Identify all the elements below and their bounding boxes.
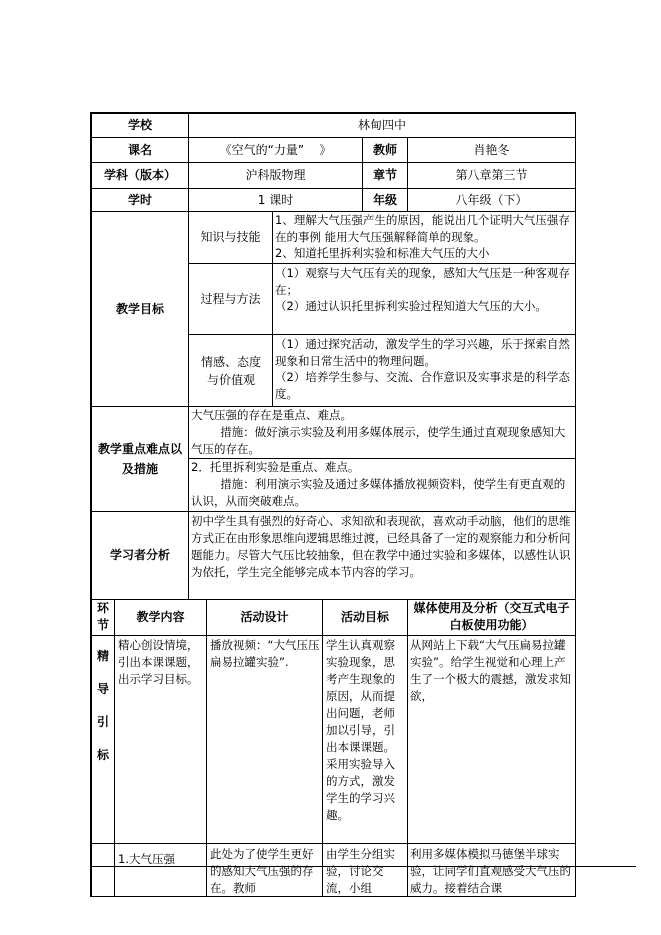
col-content-header: 教学内容: [136, 610, 185, 624]
table-border: [322, 599, 323, 896]
objectives-label: 教学目标: [115, 301, 164, 316]
process-text: （1）观察与大气压有关的现象，感知大气压是一种客观存在； （2）通过认识托里拆利实验过程知道大气压的大小。: [275, 266, 570, 313]
table-border: [206, 599, 207, 896]
key-point-1: 大气压强的存在是重点、难点。: [191, 408, 352, 422]
learner-text: 初中学生具有强烈的好奇心、求知欲和表现欲，喜欢动手动脑，他们的思维方式正在由形象思维向逻辑思维过渡，已经具备了一定的观察能力和分析问题能力。尽管大气压比较抽象，但在教学中通过实验和多媒体，以感性认识为依托，学生完全能够完成本节内容的学习。: [191, 514, 571, 579]
table-border: [90, 896, 576, 897]
table-border: [90, 635, 576, 636]
teacher-value: 肖艳冬: [473, 142, 510, 157]
hours-value: 1 课时: [257, 192, 294, 207]
row1-media: 从网站上下载“大气压扁易拉罐实验”。给学生视觉和心理上产生了一个极大的震撼，激发求知欲，: [410, 638, 571, 703]
grade-label: 年级: [372, 192, 397, 207]
row2-media: 利用多媒体模拟马德堡半球实验，让同学们直观感受大气压的威力。接着结合课: [410, 847, 571, 895]
table-border: [575, 112, 576, 897]
col-activity-header: 活动设计: [240, 610, 289, 624]
emotion-text: （1）通过探究活动，激发学生的学习兴趣，乐于探索自然现象和日常生活中的物理问题。 （2）培养学生参与、交流、合作意识及实事求是的科学态度。: [275, 337, 570, 401]
course-value: 《空气的“力量” 》: [219, 142, 332, 157]
course-label: 课名: [127, 142, 152, 157]
row2-content: 1.大气压强: [118, 852, 175, 866]
key-points-label: 教学重点难点以及措施: [97, 442, 182, 476]
key-measure-1: 措施：做好演示实验及利用多媒体展示，使学生通过直观现象感知大气压的存在。: [191, 425, 566, 456]
table-border: [272, 211, 273, 406]
subject-value: 沪科版物理: [245, 168, 306, 182]
learner-label: 学习者分析: [109, 548, 170, 562]
school-value: 林甸四中: [357, 118, 406, 132]
row1-stage: 精导引标: [96, 649, 109, 762]
row2-activity: 此处为了使学生更好的感知大气压强的存在。教师: [210, 847, 314, 895]
process-label: 过程与方法: [200, 291, 261, 306]
chapter-label: 章节: [372, 168, 397, 182]
col-goal-header: 活动目标: [340, 610, 389, 624]
grade-value: 八年级（下）: [455, 192, 528, 207]
knowledge-text: 1、理解大气压强产生的原因，能说出几个证明大气压强存在的事例 能用大气压强解释简单的现象。 2、知道托里拆利实验和标准大气压的大小: [275, 213, 570, 260]
row1-goal: 学生认真观察实验现象，思考产生现象的原因，从而提出问题，老师加以引导，引出本课课题。采用实验导入的方式，激发学生的学习兴趣。: [326, 638, 395, 822]
table-border: [407, 599, 408, 896]
key-measure-2: 措施：利用演示实验及通过多媒体播放视频资料，使学生有更直观的认识，从而突破难点。: [191, 477, 566, 508]
col-stage-header: 环节: [96, 601, 109, 632]
table-border: [114, 599, 115, 896]
subject-label: 学科（版本）: [103, 168, 176, 182]
row1-content: 精心创设情境，引出本课课题，出示学习目标。: [118, 638, 199, 686]
knowledge-label: 知识与技能: [200, 230, 261, 244]
emotion-label: 情感、态度与价值观: [200, 354, 261, 387]
col-media-header: 媒体使用及分析（交互式电子白板使用功能）: [413, 601, 570, 632]
row2-goal: 由学生分组实验，讨论交流，小组: [326, 847, 395, 895]
teacher-label: 教师: [372, 142, 397, 157]
key-point-2: 2．托里拆利实验是重点、难点。: [191, 460, 360, 474]
school-label: 学校: [127, 118, 152, 132]
hours-label: 学时: [127, 192, 152, 207]
row1-activity: 播放视频：“大气压压扁易拉罐实验”.: [210, 638, 320, 669]
table-border: [90, 843, 576, 844]
chapter-value: 第八章第三节: [455, 168, 528, 182]
